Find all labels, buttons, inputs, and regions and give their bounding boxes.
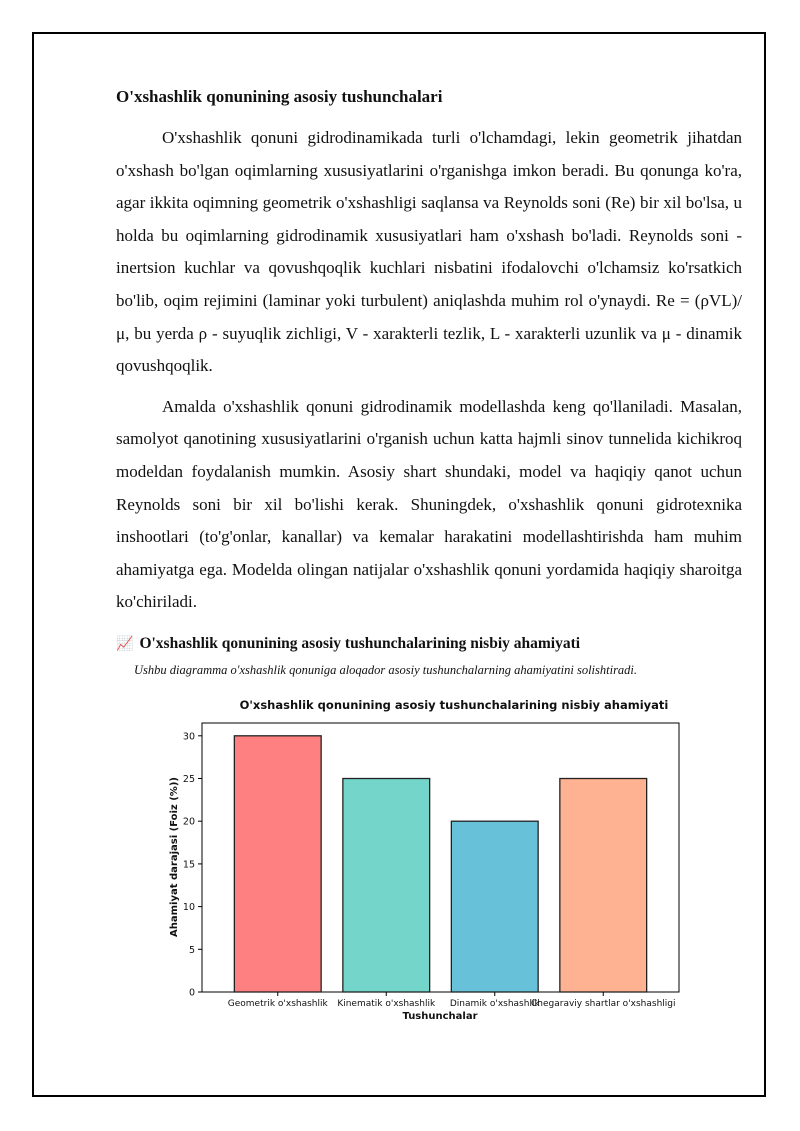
chart-section-title-text: O'xshashlik qonunining asosiy tushunchalarining nisbiy ahamiyati <box>139 634 581 652</box>
x-axis <box>228 992 676 1009</box>
y-tick-label: 0 <box>188 987 195 999</box>
paragraph-2: Amalda o'xshashlik qonuni gidrodinamik modellashda keng qo'llaniladi. Masalan, samolyot qanotining xususiyatlarini o'rganish uchun katta hajmli sinov tunnelida kichikroq modeldan foydalanish mumkin. Asosiy shart shundaki, model va haqiqiy qanot uchun Reynolds soni bir xil bo'lishi kerak. Shuningdek, o'xshashlik qonuni gidrotexnika inshootlari (to'g'onlar, kanallar) va kemalar harakatini modellashtirishda ham muhim ahamiyatga ega. Modelda olingan natijalar o'xshashlik qonuni yordamida haqiqiy sharoitga ko'chiriladi. <box>116 396 742 612</box>
chart-caption: Ushbu diagramma o'xshashlik qonuniga aloqador asosiy tushunchalarning ahamiyatini solishtiradi. <box>134 662 638 677</box>
x-tick-label: Chegaraviy shartlar o'xshashligi <box>530 999 676 1009</box>
paragraph-1: O'xshashlik qonuni gidrodinamikada turli o'lchamdagi, lekin geometrik jihatdan o'xshash bo'lgan oqimlarning xususiyatlarini o'rganishga imkon beradi. Bu qonunga ko'ra, agar ikkita oqimning geometrik o'xshashligi saqlansa va Reynolds soni (Re) bir xil bo'lsa, u holda bu oqimlarning gidrodinamik xususiyatlari ham o'xshash bo'ladi. Reynolds soni - inertsion kuchlar va qovushqoqlik kuchlari nisbatini ifodalovchi o'lchamsiz ko'rsatkich bo'lib, oqim rejimini (laminar yoki turbulent) aniqlashda muhim rol o'ynaydi. Re = (ρVL)/μ, bu yerda ρ - suyuqlik zichligi, V - xarakterli tezlik, L - xarakterli uzunlik va μ - dinamik qovushqoqlik. <box>116 128 742 376</box>
x-tick-label: Dinamik o'xshashlik <box>449 999 540 1009</box>
x-tick-label: Kinematik o'xshashlik <box>337 999 436 1009</box>
bars <box>234 736 646 992</box>
y-axis-label: Ahamiyat darajasi (Foiz (%)) <box>169 777 180 937</box>
chart-title: O'xshashlik qonunining asosiy tushunchalarining nisbiy ahamiyati <box>239 698 669 712</box>
bar <box>451 821 538 992</box>
x-axis-label: Tushunchalar <box>402 1011 478 1022</box>
y-tick-label: 20 <box>182 816 195 828</box>
section-heading: O'xshashlik qonunining asosiy tushunchalari <box>116 87 443 106</box>
y-tick-label: 25 <box>182 774 195 786</box>
bar <box>343 779 430 992</box>
chart-increasing-icon: 📈 <box>116 635 134 652</box>
bar <box>560 779 647 992</box>
document-content <box>116 84 742 679</box>
bar <box>234 736 321 992</box>
y-tick-label: 15 <box>182 859 195 871</box>
y-tick-label: 5 <box>188 944 195 956</box>
y-axis <box>183 731 202 998</box>
y-tick-label: 10 <box>182 902 195 914</box>
chart-section-title <box>116 633 742 655</box>
y-tick-label: 30 <box>182 731 195 743</box>
x-tick-label: Geometrik o'xshashlik <box>227 999 328 1009</box>
bar-chart-figure <box>158 692 698 1026</box>
bar-chart <box>158 692 698 1026</box>
